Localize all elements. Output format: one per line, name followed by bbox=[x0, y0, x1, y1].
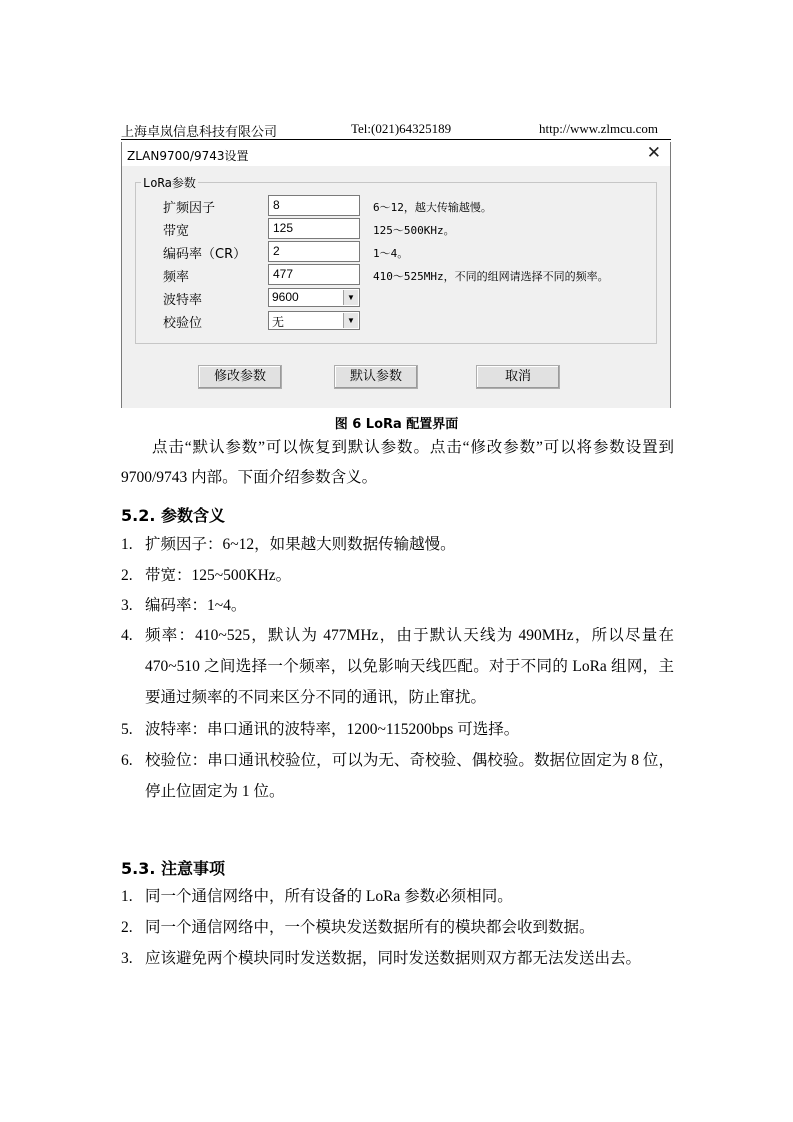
bandwidth-input[interactable]: 125 bbox=[268, 218, 360, 239]
dropdown-arrow-icon[interactable]: ▼ bbox=[343, 313, 358, 328]
spreading-factor-input[interactable]: 8 bbox=[268, 195, 360, 216]
list-item bbox=[121, 912, 674, 943]
list-item bbox=[121, 590, 674, 621]
label-bandwidth: 带宽 bbox=[163, 224, 190, 239]
list-item bbox=[121, 714, 674, 745]
list-text: 频率：410~525，默认为 477MHz，由于默认天线为 490MHz，所以尽量在 470~510 之间选择一个频率，以免影响天线匹配。对于不同的 LoRa 组网，主要通过频率的不同来区分不同的通讯，防止窜扰。 bbox=[145, 627, 674, 706]
section-5-2-title: 5.2. 参数含义 bbox=[121, 506, 225, 525]
group-title: LoRa参数 bbox=[143, 176, 196, 190]
header-company: 上海卓岚信息科技有限公司 bbox=[121, 124, 278, 139]
header-divider bbox=[121, 139, 671, 140]
list-text: 带宽：125~500KHz。 bbox=[145, 567, 292, 584]
list-item bbox=[121, 560, 674, 591]
lora-params-group bbox=[135, 176, 657, 344]
parity-value: 无 bbox=[272, 315, 285, 329]
list-text: 应该避免两个模块同时发送数据，同时发送数据则双方都无法发送出去。 bbox=[145, 950, 642, 967]
hint-coding-rate: 1～4。 bbox=[373, 247, 409, 260]
list-number: 2. bbox=[121, 919, 133, 936]
label-baud-rate: 波特率 bbox=[163, 293, 203, 308]
figure-caption: 图 6 LoRa 配置界面 bbox=[334, 417, 459, 432]
baud-rate-select[interactable] bbox=[268, 288, 360, 307]
baud-rate-value: 9600 bbox=[272, 290, 299, 304]
list-text: 同一个通信网络中，所有设备的 LoRa 参数必须相同。 bbox=[145, 888, 513, 905]
list-item bbox=[121, 529, 674, 560]
list-item bbox=[121, 881, 674, 912]
parity-select[interactable] bbox=[268, 311, 360, 330]
list-number: 3. bbox=[121, 597, 133, 614]
dropdown-arrow-icon[interactable]: ▼ bbox=[343, 290, 358, 305]
modify-params-button[interactable]: 修改参数 bbox=[198, 365, 282, 389]
header-tel: Tel:(021)64325189 bbox=[351, 121, 452, 136]
list-text: 波特率：串口通讯的波特率，1200~115200bps 可选择。 bbox=[145, 721, 520, 738]
dialog-title: ZLAN9700/9743设置 bbox=[127, 149, 249, 163]
list-number: 2. bbox=[121, 567, 133, 584]
list-text: 扩频因子：6~12，如果越大则数据传输越慢。 bbox=[145, 536, 456, 553]
settings-dialog bbox=[121, 142, 671, 408]
cancel-button[interactable]: 取消 bbox=[476, 365, 560, 389]
section-5-3-title: 5.3. 注意事项 bbox=[121, 859, 225, 878]
list-item bbox=[121, 943, 674, 974]
frequency-input[interactable]: 477 bbox=[268, 264, 360, 285]
default-params-button[interactable]: 默认参数 bbox=[334, 365, 418, 389]
label-spreading-factor: 扩频因子 bbox=[163, 201, 216, 216]
header-url: http://www.zlmcu.com bbox=[538, 121, 658, 136]
label-coding-rate: 编码率（CR） bbox=[163, 247, 247, 262]
list-number: 1. bbox=[121, 536, 133, 553]
list-number: 4. bbox=[121, 627, 133, 644]
label-frequency: 频率 bbox=[163, 270, 190, 285]
list-text: 同一个通信网络中，一个模块发送数据所有的模块都会收到数据。 bbox=[145, 919, 595, 936]
list-number: 3. bbox=[121, 950, 133, 967]
list-number: 6. bbox=[121, 752, 133, 769]
hint-spreading-factor: 6～12，越大传输越慢。 bbox=[373, 201, 492, 214]
intro-paragraph: 点击“默认参数”可以恢复到默认参数。点击“修改参数”可以将参数设置到 9700/9743 内部。下面介绍参数含义。 bbox=[121, 439, 674, 486]
dialog-titlebar bbox=[122, 142, 670, 166]
coding-rate-input[interactable]: 2 bbox=[268, 241, 360, 262]
close-icon[interactable]: ✕ bbox=[646, 143, 661, 163]
list-number: 1. bbox=[121, 888, 133, 905]
hint-bandwidth: 125～500KHz。 bbox=[373, 224, 455, 237]
label-parity: 校验位 bbox=[163, 316, 203, 331]
list-text: 编码率：1~4。 bbox=[145, 597, 247, 614]
list-text: 校验位：串口通讯校验位，可以为无、奇校验、偶校验。数据位固定为 8 位，停止位固定为 1 位。 bbox=[145, 752, 674, 800]
list-number: 5. bbox=[121, 721, 133, 738]
list-item bbox=[121, 620, 674, 713]
hint-frequency: 410～525MHz，不同的组网请选择不同的频率。 bbox=[373, 270, 609, 283]
list-item bbox=[121, 745, 674, 807]
page-header bbox=[121, 121, 658, 139]
